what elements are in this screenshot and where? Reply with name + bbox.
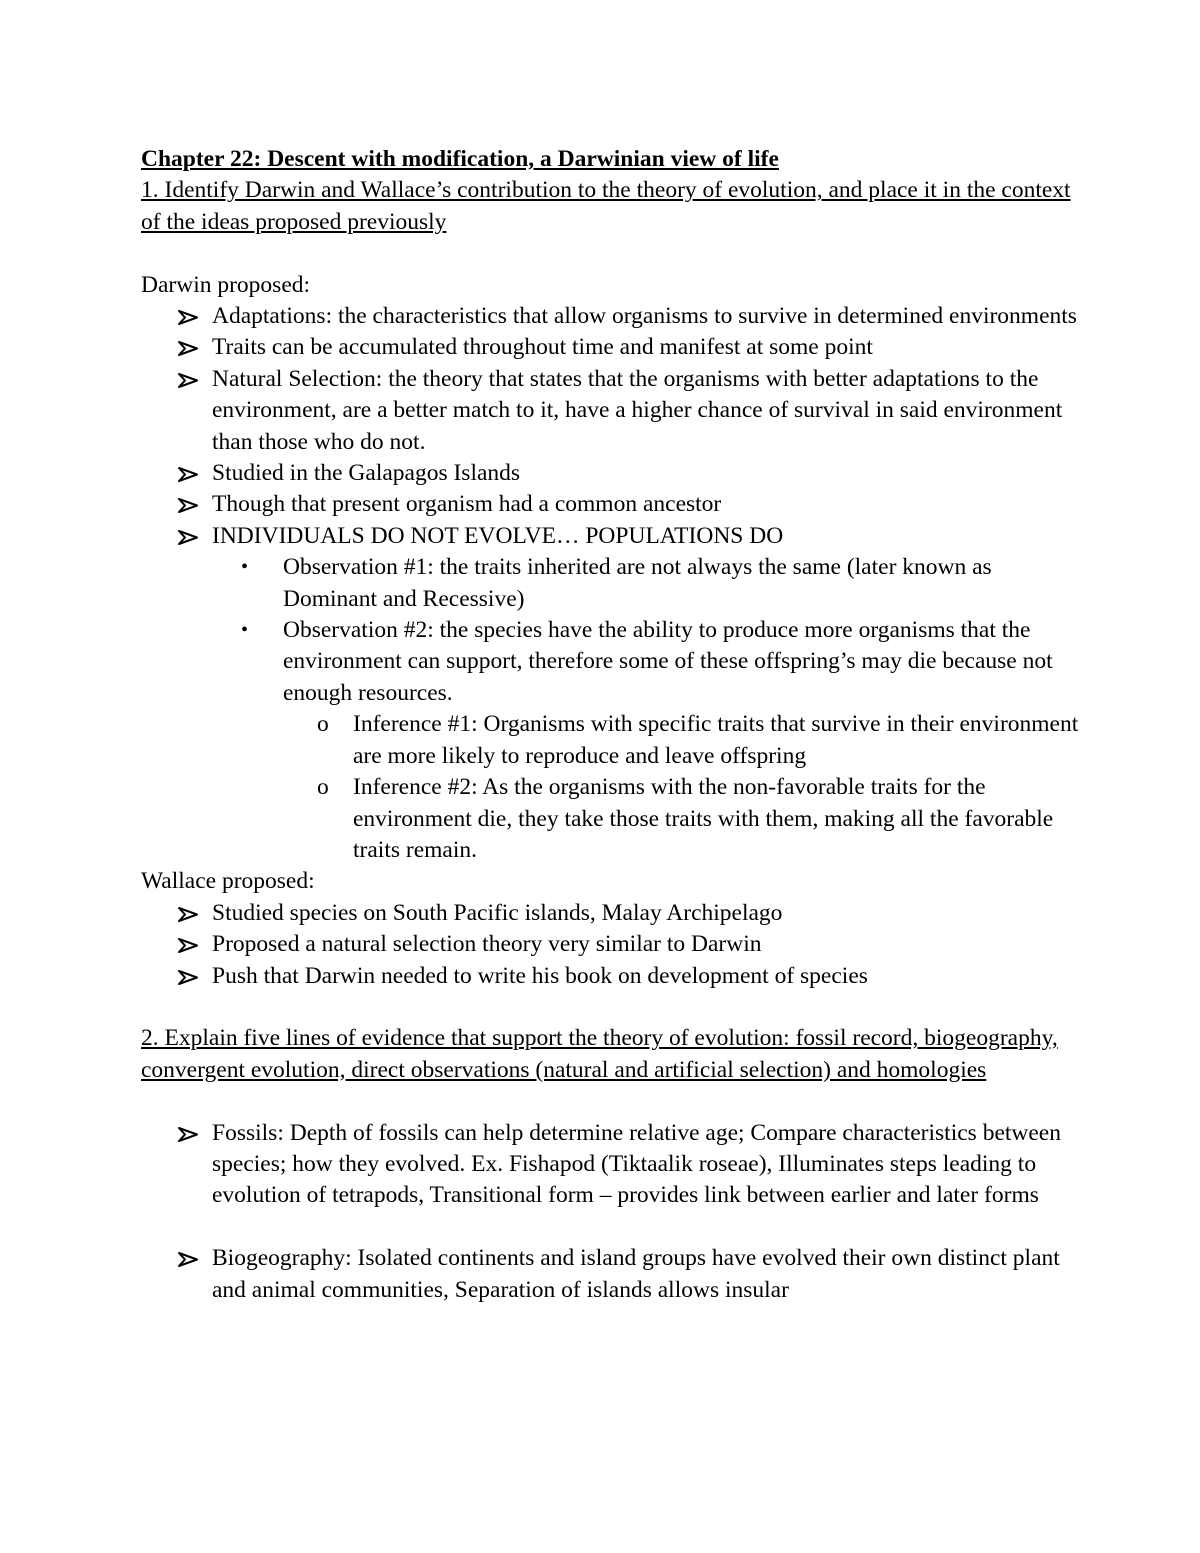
- inference-item: o Inference #1: Organisms with specific traits that survive in their environment are more likely to reproduce and leave offspring: [317, 711, 1079, 769]
- darwin-item: Natural Selection: the theory that states that the organisms with better adaptations to the environment, are a better match to it, have a higher chance of survival in said environment than those who do not.: [141, 364, 1081, 458]
- circle-bullet-icon: o: [317, 711, 329, 738]
- wallace-item: Push that Darwin needed to write his book on development of species: [141, 961, 1081, 992]
- darwin-item: Adaptations: the characteristics that allow organisms to survive in determined environments: [141, 301, 1081, 332]
- circle-bullet-icon: o: [317, 774, 329, 801]
- darwin-item: Studied in the Galapagos Islands: [141, 458, 1081, 489]
- evidence-item-fossils: Fossils: Depth of fossils can help determine relative age; Compare characteristics between species; how they evolved. Ex. Fishapod (Tiktaalik roseae), Illuminates steps leading to evolution of tetrapods, Transitional form – provides link between earlier and later forms: [141, 1118, 1081, 1212]
- darwin-item: INDIVIDUALS DO NOT EVOLVE… POPULATIONS DO: [141, 521, 1081, 552]
- wallace-label: Wallace proposed:: [141, 868, 315, 895]
- arrowhead-bullet-icon: [177, 961, 201, 1001]
- darwin-item: Though that present organism had a common ancestor: [141, 489, 1081, 520]
- evidence-item-biogeography: Biogeography: Isolated continents and island groups have evolved their own distinct plant and animal communities, Separation of islands allows insular: [141, 1243, 1081, 1306]
- wallace-item: Studied species on South Pacific islands, Malay Archipelago: [141, 898, 1081, 929]
- chapter-title: Chapter 22: Descent with modification, a Darwinian view of life: [141, 146, 779, 172]
- darwin-item: Traits can be accumulated throughout time and manifest at some point: [141, 332, 1081, 363]
- question-1: 1. Identify Darwin and Wallace’s contribution to the theory of evolution, and place it in the context of the ideas proposed previously: [141, 177, 1071, 235]
- observation-item: • Observation #1: the traits inherited are not always the same (later known as Dominant and Recessive): [241, 554, 992, 612]
- dot-bullet-icon: •: [241, 619, 249, 642]
- arrowhead-bullet-icon: [177, 364, 201, 404]
- dot-bullet-icon: •: [241, 556, 249, 579]
- observation-item: • Observation #2: the species have the ability to produce more organisms that the environment can support, therefore some of these offspring’s may die because not enough resources.: [241, 617, 1053, 706]
- wallace-item: Proposed a natural selection theory very similar to Darwin: [141, 929, 1081, 960]
- arrowhead-bullet-icon: [177, 1243, 201, 1283]
- document-body: [141, 144, 1081, 1306]
- arrowhead-bullet-icon: [177, 1118, 201, 1158]
- inference-item: o Inference #2: As the organisms with the non-favorable traits for the environment die, they take those traits with them, making all the favorable traits remain.: [317, 774, 1054, 863]
- darwin-label: Darwin proposed:: [141, 271, 311, 298]
- question-2: 2. Explain five lines of evidence that support the theory of evolution: fossil record, biogeography, convergent evolution, direct observations (natural and artificial selection) and homologies: [141, 1025, 1058, 1083]
